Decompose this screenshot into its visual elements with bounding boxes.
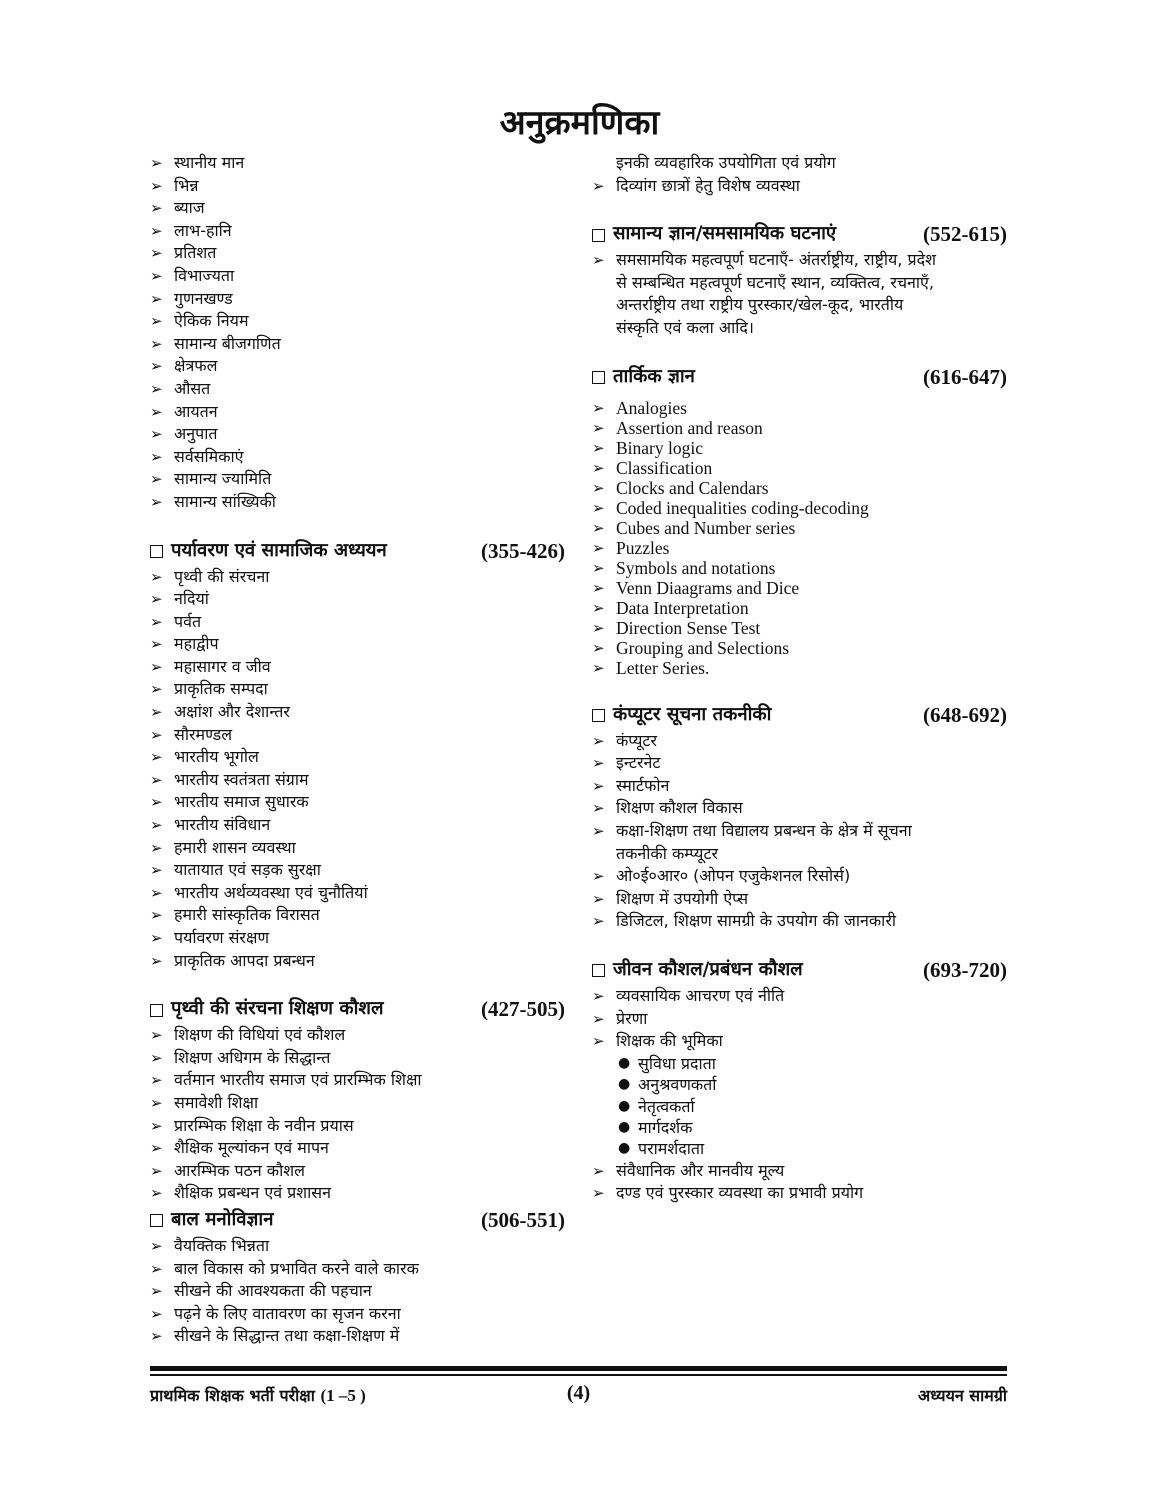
list-item	[150, 1303, 565, 1326]
arrow-icon: ➢	[150, 1282, 163, 1301]
list-item	[150, 950, 565, 973]
arrow-icon: ➢	[150, 447, 163, 466]
arrow-icon: ➢	[150, 883, 163, 902]
sub-list-item	[592, 1138, 1007, 1159]
list-item-label: Cubes and Number series	[616, 517, 796, 538]
list-item	[592, 730, 1007, 753]
heading-text: जीवन कौशल/प्रबंधन कौशल	[613, 958, 803, 980]
arrow-icon: ➢	[592, 658, 605, 677]
life-topic-list	[592, 985, 1007, 1053]
list-item	[150, 633, 565, 656]
checkbox-icon	[592, 709, 605, 722]
arrow-icon: ➢	[592, 1184, 605, 1203]
list-item-label: प्रेरणा	[616, 1008, 648, 1028]
arrow-icon: ➢	[150, 680, 163, 699]
list-item	[592, 797, 1007, 820]
list-item	[592, 418, 1007, 438]
checkbox-icon	[592, 229, 605, 242]
list-item	[592, 1160, 1007, 1183]
arrow-icon: ➢	[150, 838, 163, 857]
life-topic-list-2	[592, 1160, 1007, 1205]
computer-topic-list	[592, 730, 1007, 820]
list-item	[592, 398, 1007, 418]
arrow-icon: ➢	[150, 1236, 163, 1255]
arrow-icon: ➢	[592, 251, 605, 270]
page-footer	[150, 1380, 1007, 1408]
arrow-icon: ➢	[150, 748, 163, 767]
list-item-label: नदियां	[174, 589, 209, 609]
list-item	[150, 401, 565, 424]
list-item-label: समावेशी शिक्षा	[174, 1092, 259, 1112]
list-item-label: भारतीय संविधान	[174, 815, 271, 835]
heading-text: पृथ्वी की संरचना शिक्षण कौशल	[171, 998, 384, 1020]
list-item-label: वैयक्तिक भिन्नता	[174, 1235, 270, 1255]
page-range: (693-720)	[923, 957, 1007, 982]
arrow-icon: ➢	[592, 821, 605, 840]
list-item	[150, 1325, 565, 1348]
heading-text: बाल मनोविज्ञान	[171, 1208, 274, 1230]
arrow-icon: ➢	[592, 538, 605, 557]
page-title: अनुक्रमणिका	[499, 103, 660, 143]
reason-topic-list	[592, 398, 1007, 678]
arrow-icon: ➢	[592, 1032, 605, 1051]
list-item-label: संवैधानिक और मानवीय मूल्य	[616, 1160, 785, 1180]
checkbox-icon	[592, 371, 605, 384]
heading-text: कंप्यूटर सूचना तकनीकी	[613, 703, 772, 725]
sub-list-item	[592, 1074, 1007, 1095]
list-item	[592, 658, 1007, 678]
list-item	[592, 865, 1007, 888]
list-item	[150, 468, 565, 491]
arrow-icon: ➢	[592, 867, 605, 886]
list-item-multiline	[592, 820, 1007, 865]
arrow-icon: ➢	[592, 776, 605, 795]
list-item-label: भारतीय अर्थव्यवस्था एवं चुनौतियां	[174, 882, 368, 902]
list-item-label: Symbols and notations	[616, 557, 776, 578]
arrow-icon: ➢	[150, 951, 163, 970]
arrow-icon: ➢	[150, 1259, 163, 1278]
sub-list-item-label: सुविधा प्रदाता	[638, 1053, 716, 1073]
list-item	[150, 220, 565, 243]
sub-list-item-label: मार्गदर्शक	[638, 1117, 693, 1137]
list-item-label: Puzzles	[616, 537, 670, 558]
arrow-icon: ➢	[150, 1026, 163, 1045]
bullet-icon: ●	[618, 1076, 631, 1093]
arrow-icon: ➢	[150, 402, 163, 421]
list-item-label: स्मार्टफोन	[616, 775, 670, 795]
list-item-label: Letter Series.	[616, 657, 710, 678]
arrow-icon: ➢	[150, 567, 163, 586]
list-item-label: ब्याज	[174, 198, 205, 218]
list-item-label: भारतीय स्वतंत्रता संग्राम	[174, 769, 309, 789]
arrow-icon: ➢	[592, 598, 605, 617]
list-item-label: शिक्षक की भूमिका	[616, 1031, 723, 1051]
arrow-icon: ➢	[150, 312, 163, 331]
heading-text: सामान्य ज्ञान/समसामयिक घटनाएं	[613, 223, 837, 245]
text-line: संस्कृति एवं कला आदि।	[616, 317, 754, 337]
arrow-icon: ➢	[150, 657, 163, 676]
arrow-icon: ➢	[592, 912, 605, 931]
arrow-icon: ➢	[592, 986, 605, 1005]
arrow-icon: ➢	[150, 1116, 163, 1135]
list-item	[592, 498, 1007, 518]
list-item	[150, 678, 565, 701]
arrow-icon: ➢	[150, 929, 163, 947]
list-item-label: पर्वत	[174, 611, 202, 631]
list-item	[150, 242, 565, 265]
list-item-label: सीखने के सिद्धान्त तथा कक्षा-शिक्षण में	[174, 1326, 400, 1346]
checkbox-icon	[150, 545, 163, 558]
list-item-label: प्राकृतिक सम्पदा	[174, 679, 268, 699]
list-item	[150, 701, 565, 724]
arrow-icon: ➢	[150, 635, 163, 654]
list-item	[592, 1030, 1007, 1053]
list-item-label: स्थानीय मान	[174, 153, 245, 172]
env-topic-list	[150, 566, 565, 973]
list-item-label: सौरमण्डल	[174, 724, 233, 744]
list-item	[150, 1182, 565, 1205]
sub-list-item-label: अनुश्रवणकर्ता	[638, 1075, 717, 1095]
page-range: (648-692)	[923, 702, 1007, 727]
list-item	[150, 423, 565, 446]
list-item-label: प्राकृतिक आपदा प्रबन्धन	[174, 950, 315, 970]
sub-list-item-label: परामर्शदाता	[638, 1139, 705, 1159]
list-item-label: शिक्षण में उपयोगी ऐप्स	[616, 888, 749, 908]
list-item-label: हमारी सांस्कृतिक विरासत	[174, 905, 320, 925]
list-item	[592, 775, 1007, 798]
list-item-label: पर्यावरण संरक्षण	[174, 928, 270, 947]
list-item	[150, 491, 565, 514]
list-item	[150, 1069, 565, 1092]
list-item	[592, 538, 1007, 558]
list-item-label: यातायात एवं सड़क सुरक्षा	[174, 860, 321, 880]
text-line: तकनीकी कम्प्यूटर	[616, 843, 719, 863]
list-item	[150, 265, 565, 288]
list-item-label: भारतीय समाज सुधारक	[174, 792, 309, 812]
list-item-label: शैक्षिक प्रबन्धन एवं प्रशासन	[174, 1183, 332, 1203]
list-item	[592, 518, 1007, 538]
list-item	[150, 1258, 565, 1281]
page-range: (552-615)	[923, 222, 1007, 247]
arrow-icon: ➢	[150, 612, 163, 631]
list-item-label: लाभ-हानि	[174, 220, 232, 240]
list-item-label: Coded inequalities coding-decoding	[616, 497, 869, 518]
list-item-label: क्षेत्रफल	[174, 356, 218, 376]
page-range: (616-647)	[923, 364, 1007, 389]
list-item	[150, 904, 565, 927]
arrow-icon: ➢	[150, 816, 163, 835]
list-item	[150, 446, 565, 469]
sub-list-item	[592, 1053, 1007, 1074]
list-item	[150, 1235, 565, 1258]
text-line: अन्तर्राष्ट्रीय तथा राष्ट्रीय पुरस्कार/खेल-कूद, भारतीय	[616, 295, 904, 315]
arrow-icon: ➢	[150, 221, 163, 240]
list-item	[150, 197, 565, 220]
arrow-icon: ➢	[592, 458, 605, 477]
list-item-label: बाल विकास को प्रभावित करने वाले कारक	[174, 1258, 419, 1278]
list-item	[150, 152, 565, 175]
list-item	[592, 618, 1007, 638]
arrow-icon: ➢	[592, 578, 605, 597]
list-item	[592, 458, 1007, 478]
arrow-icon: ➢	[150, 861, 163, 880]
heading-text: पर्यावरण एवं सामाजिक अध्ययन	[171, 539, 387, 561]
bullet-icon: ●	[618, 1140, 631, 1157]
teach-topic-list	[150, 1024, 565, 1205]
arrow-icon: ➢	[150, 357, 163, 376]
list-item	[592, 598, 1007, 618]
list-item	[150, 814, 565, 837]
list-item-label: ओ०ई०आर० (ओपन एजुकेशनल रिसोर्स)	[616, 866, 851, 886]
math-topic-list	[150, 152, 565, 514]
right-column	[592, 152, 1007, 1205]
arrow-icon: ➢	[150, 590, 163, 609]
arrow-icon: ➢	[150, 1139, 163, 1158]
list-item-label: सीखने की आवश्यकता की पहचान	[174, 1281, 372, 1301]
page-range: (506-551)	[481, 1207, 565, 1232]
list-item	[150, 1280, 565, 1303]
list-item	[150, 588, 565, 611]
list-item-label: महासागर व जीव	[174, 656, 271, 676]
list-item-label: इन्टरनेट	[616, 753, 661, 773]
list-item	[150, 1137, 565, 1160]
list-item-label: शिक्षण अधिगम के सिद्धान्त	[174, 1047, 331, 1067]
arrow-icon: ➢	[150, 289, 163, 308]
list-item	[592, 558, 1007, 578]
checkbox-icon	[592, 964, 605, 977]
heading-text: तार्किक ज्ञान	[613, 365, 695, 387]
arrow-icon: ➢	[150, 492, 163, 511]
list-item	[150, 837, 565, 860]
list-item-label: Binary logic	[616, 437, 703, 458]
list-item	[592, 910, 1007, 933]
arrow-icon: ➢	[592, 438, 605, 457]
arrow-icon: ➢	[150, 725, 163, 744]
arrow-icon: ➢	[150, 1184, 163, 1203]
page-range: (355-426)	[481, 538, 565, 563]
sub-list-item-label: नेतृत्वकर्ता	[638, 1096, 695, 1116]
arrow-icon: ➢	[150, 770, 163, 789]
list-item-label: ऐकिक नियम	[174, 311, 249, 331]
list-item-label: Clocks and Calendars	[616, 477, 769, 498]
list-item	[150, 288, 565, 311]
section-heading-life	[592, 955, 1007, 985]
arrow-icon: ➢	[592, 1161, 605, 1180]
list-item-label: भारतीय भूगोल	[174, 747, 259, 767]
text-line: से सम्बन्धित महत्वपूर्ण घटनाएँ स्थान, व्यक्तित्व, रचनाएँ,	[616, 272, 934, 292]
arrow-icon: ➢	[592, 799, 605, 818]
list-item	[150, 355, 565, 378]
list-item-label: पढ़ने के लिए वातावरण का सृजन करना	[174, 1303, 401, 1323]
list-item-label: शैक्षिक मूल्यांकन एवं मापन	[174, 1138, 329, 1158]
list-item	[150, 310, 565, 333]
list-item-label: अनुपात	[174, 424, 218, 444]
list-item-label: दण्ड एवं पुरस्कार व्यवस्था का प्रभावी प्रयोग	[616, 1183, 864, 1203]
list-item-label: भिन्न	[174, 175, 199, 195]
list-item: ➢ दिव्यांग छात्रों हेतु विशेष व्यवस्था	[592, 175, 1007, 198]
list-item	[150, 791, 565, 814]
list-item	[150, 1160, 565, 1183]
list-item	[150, 1047, 565, 1070]
arrow-icon: ➢	[150, 1327, 163, 1346]
list-item-multiline	[592, 249, 1007, 339]
arrow-icon: ➢	[592, 889, 605, 908]
computer-topic-list-2	[592, 865, 1007, 933]
list-item-label: सामान्य सांख्यिकी	[174, 491, 276, 511]
list-item	[592, 438, 1007, 458]
arrow-icon: ➢	[150, 470, 163, 489]
list-item	[150, 859, 565, 882]
text-line: समसामयिक महत्वपूर्ण घटनाएँ- अंतर्राष्ट्रीय, राष्ट्रीय, प्रदेश	[616, 250, 936, 270]
footer-rule-thick	[150, 1366, 1007, 1371]
arrow-icon: ➢	[150, 154, 163, 172]
bullet-icon: ●	[618, 1054, 631, 1071]
checkbox-icon	[150, 1214, 163, 1227]
arrow-icon: ➢	[150, 793, 163, 812]
arrow-icon: ➢	[592, 558, 605, 577]
list-item	[150, 1024, 565, 1047]
arrow-icon: ➢	[150, 1161, 163, 1180]
arrow-icon: ➢	[592, 518, 605, 537]
list-item-label: कंप्यूटर	[616, 730, 657, 750]
left-column	[150, 152, 565, 1348]
list-item	[150, 566, 565, 589]
arrow-icon: ➢	[150, 266, 163, 285]
section-heading-computer	[592, 700, 1007, 730]
list-item	[592, 478, 1007, 498]
arrow-icon: ➢	[150, 1048, 163, 1067]
continued-line: इनकी व्यवहारिक उपयोगिता एवं प्रयोग	[616, 153, 836, 172]
footer-rule-thin	[150, 1374, 1007, 1376]
list-item	[150, 1115, 565, 1138]
footer-right: अध्ययन सामग्री	[918, 1386, 1007, 1405]
arrow-icon: ➢	[592, 176, 605, 195]
arrow-icon: ➢	[592, 754, 605, 773]
list-item	[150, 769, 565, 792]
list-item-label: Assertion and reason	[616, 417, 763, 438]
list-item-label: व्यवसायिक आचरण एवं नीति	[616, 985, 785, 1005]
page-number: (4)	[566, 1382, 591, 1404]
list-item-label: आयतन	[174, 401, 218, 421]
arrow-icon: ➢	[150, 334, 163, 353]
arrow-icon: ➢	[150, 703, 163, 722]
list-item-label: आरम्भिक पठन कौशल	[174, 1160, 305, 1180]
sub-list-item	[592, 1096, 1007, 1117]
list-item-label: प्रारम्भिक शिक्षा के नवीन प्रयास	[174, 1115, 354, 1135]
section-heading-teach	[150, 994, 565, 1024]
list-item	[150, 611, 565, 634]
arrow-icon: ➢	[150, 379, 163, 398]
list-item-label: Analogies	[616, 397, 687, 418]
list-item-label: अक्षांश और देशान्तर	[174, 702, 290, 722]
sub-list-item	[592, 1117, 1007, 1138]
list-item-label: हमारी शासन व्यवस्था	[174, 837, 296, 857]
arrow-icon: ➢	[150, 425, 163, 444]
list-item	[592, 752, 1007, 775]
list-item-label: सामान्य ज्यामिति	[174, 469, 272, 489]
arrow-icon: ➢	[592, 638, 605, 657]
list-item	[150, 724, 565, 747]
list-item-label: शिक्षण की विधियां एवं कौशल	[174, 1025, 346, 1045]
arrow-icon: ➢	[150, 176, 163, 195]
arrow-icon: ➢	[592, 1009, 605, 1028]
child-topic-list	[150, 1235, 565, 1348]
list-item	[150, 333, 565, 356]
arrow-icon: ➢	[150, 244, 163, 263]
bullet-icon: ●	[618, 1097, 631, 1114]
list-item-label: सामान्य बीजगणित	[174, 333, 281, 353]
arrow-icon: ➢	[150, 1071, 163, 1090]
list-item-label: वर्तमान भारतीय समाज एवं प्रारम्भिक शिक्षा	[174, 1070, 422, 1090]
text-line: कक्षा-शिक्षण तथा विद्यालय प्रबन्धन के क्षेत्र में सूचना	[616, 820, 912, 840]
list-item-label: गुणनखण्ड	[174, 288, 233, 308]
list-item-label: Direction Sense Test	[616, 617, 761, 638]
arrow-icon: ➢	[592, 618, 605, 637]
section-heading-reason	[592, 362, 1007, 392]
list-item	[150, 175, 565, 198]
list-item-label: औसत	[174, 378, 211, 398]
list-item-label: विभाज्यता	[174, 265, 235, 285]
list-item	[592, 1182, 1007, 1205]
arrow-icon: ➢	[150, 906, 163, 925]
list-item-label: पृथ्वी की संरचना	[174, 566, 270, 586]
list-item-label: डिजिटल, शिक्षण सामग्री के उपयोग की जानकारी	[616, 911, 897, 931]
bullet-icon: ●	[618, 1118, 631, 1135]
list-item-label: महाद्वीप	[174, 634, 219, 654]
list-item-label: Classification	[616, 457, 713, 478]
checkbox-icon	[150, 1004, 163, 1017]
list-item-label: Grouping and Selections	[616, 637, 790, 658]
list-item	[150, 927, 565, 950]
arrow-icon: ➢	[150, 199, 163, 218]
list-item	[150, 746, 565, 769]
arrow-icon: ➢	[150, 1093, 163, 1112]
footer-left: प्राथमिक शिक्षक भर्ती परीक्षा (1 –5 )	[150, 1386, 366, 1405]
list-item	[592, 985, 1007, 1008]
list-item-label: शिक्षण कौशल विकास	[616, 798, 743, 818]
list-item	[150, 882, 565, 905]
arrow-icon: ➢	[150, 1304, 163, 1323]
list-item	[150, 656, 565, 679]
section-heading-child	[150, 1205, 565, 1235]
section-heading-gk	[592, 219, 1007, 249]
list-item-label: Venn Diaagrams and Dice	[616, 577, 800, 598]
arrow-icon: ➢	[592, 418, 605, 437]
list-item	[150, 378, 565, 401]
section-heading-env	[150, 536, 565, 566]
arrow-icon: ➢	[592, 731, 605, 750]
list-item	[592, 578, 1007, 598]
page-range: (427-505)	[481, 997, 565, 1022]
life-sub-list	[592, 1053, 1007, 1160]
footer-left-range: (1 –5 )	[320, 1386, 366, 1405]
arrow-icon: ➢	[592, 398, 605, 417]
list-item-label: Data Interpretation	[616, 597, 749, 618]
list-item	[592, 888, 1007, 911]
list-item-label: प्रतिशत	[174, 243, 217, 263]
list-item	[592, 1008, 1007, 1031]
list-item	[592, 638, 1007, 658]
arrow-icon: ➢	[592, 498, 605, 517]
list-item-label: सर्वसमिकाएं	[174, 446, 244, 466]
list-item	[150, 1092, 565, 1115]
arrow-icon: ➢	[592, 478, 605, 497]
